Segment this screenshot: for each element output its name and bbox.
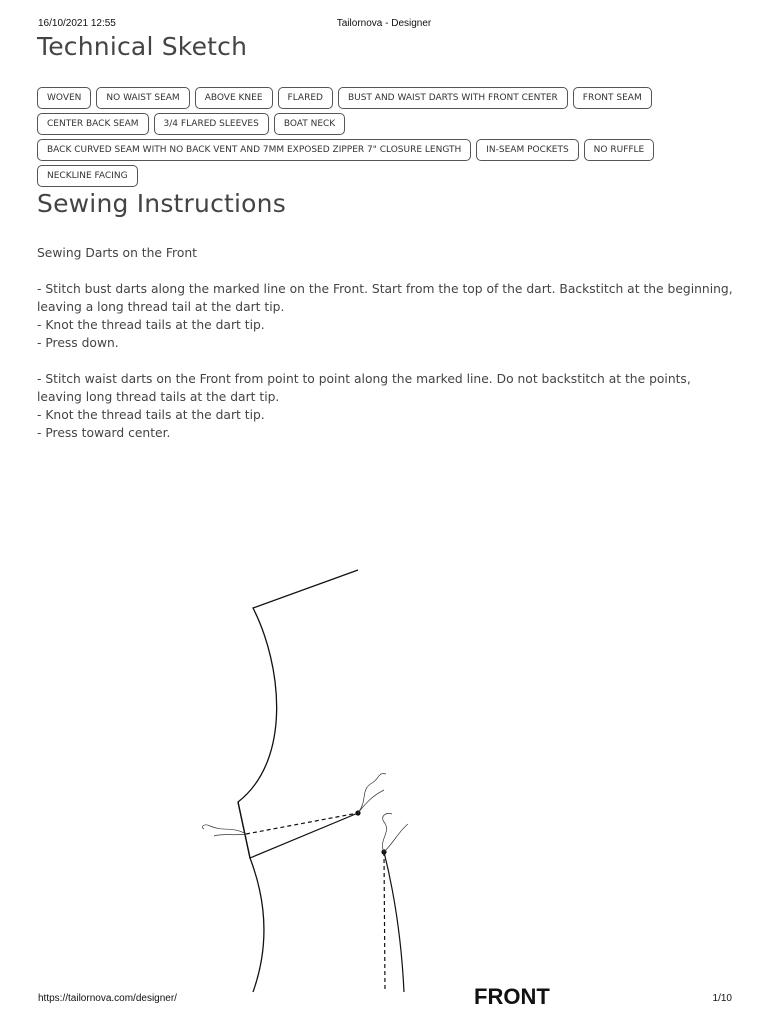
sewing-instructions-heading: Sewing Instructions (37, 189, 286, 218)
section-title: Sewing Darts on the Front (37, 246, 197, 260)
bust-dart-stitch-line (246, 813, 358, 834)
technical-sketch-heading: Technical Sketch (37, 32, 248, 61)
thread-tail (202, 825, 246, 834)
feature-tag[interactable]: CENTER BACK SEAM (37, 113, 149, 135)
side-edge (238, 802, 250, 858)
thread-tail (358, 790, 384, 813)
feature-tag[interactable]: FLARED (278, 87, 333, 109)
tag-row (37, 139, 737, 161)
feature-tag[interactable]: 3/4 FLARED SLEEVES (154, 113, 269, 135)
thread-tail (358, 774, 386, 813)
instructions-body (37, 244, 737, 442)
feature-tag[interactable]: BOAT NECK (274, 113, 345, 135)
instruction-line: - Press toward center. (37, 426, 171, 440)
print-header (0, 0, 768, 30)
thread-tail (382, 813, 392, 852)
print-url: https://tailornova.com/designer/ (38, 993, 177, 1004)
waist-dart-leg (384, 852, 404, 992)
waist-thread-tails (382, 813, 408, 852)
bust-thread-tails (202, 774, 386, 836)
pattern-outline (238, 570, 358, 992)
feature-tag[interactable]: NECKLINE FACING (37, 165, 138, 187)
tag-row (37, 87, 737, 109)
thread-tail (214, 834, 246, 836)
front-piece-edge (238, 570, 358, 992)
print-page-title: Tailornova - Designer (336, 18, 432, 29)
instruction-line: - Stitch bust darts along the marked line on the Front. Start from the top of the dart. Backstitch at the beginning, leaving a long thread tail at the dart tip. (37, 282, 733, 314)
waist-dart-stitch-line (384, 852, 385, 992)
feature-tag[interactable]: FRONT SEAM (573, 87, 652, 109)
print-datetime: 16/10/2021 12:55 (38, 18, 116, 29)
instruction-line: - Knot the thread tails at the dart tip. (37, 318, 265, 332)
diagram-label: FRONT (474, 984, 550, 1009)
tag-row (37, 113, 737, 135)
instruction-line: - Press down. (37, 336, 119, 350)
feature-tag[interactable]: BACK CURVED SEAM WITH NO BACK VENT AND 7MM EXPOSED ZIPPER 7" CLOSURE LENGTH (37, 139, 471, 161)
thread-tail (384, 824, 408, 852)
feature-tag[interactable]: NO RUFFLE (584, 139, 655, 161)
waist-dart (384, 852, 404, 992)
bust-dart (246, 813, 358, 858)
feature-tags (37, 87, 737, 191)
tag-row (37, 165, 737, 187)
feature-tag[interactable]: WOVEN (37, 87, 91, 109)
bust-dart-leg (250, 813, 358, 858)
feature-tag[interactable]: ABOVE KNEE (195, 87, 273, 109)
feature-tag[interactable]: BUST AND WAIST DARTS WITH FRONT CENTER (338, 87, 568, 109)
print-footer (0, 993, 768, 1013)
instruction-line: - Stitch waist darts on the Front from point to point along the marked line. Do not backstitch at the points, leaving long thread tails at the dart tip. (37, 372, 691, 404)
instruction-line: - Knot the thread tails at the dart tip. (37, 408, 265, 422)
feature-tag[interactable]: NO WAIST SEAM (96, 87, 189, 109)
print-page-number: 1/10 (712, 993, 732, 1004)
feature-tag[interactable]: IN-SEAM POCKETS (476, 139, 578, 161)
